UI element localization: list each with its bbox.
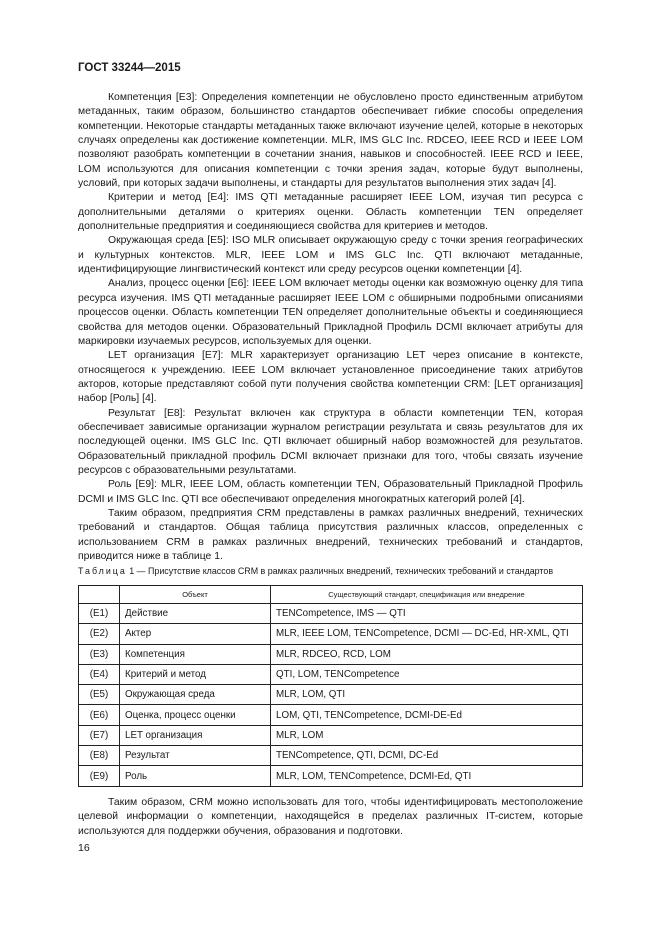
table-cell-object: Результат bbox=[120, 746, 271, 766]
table-cell-code: (E6) bbox=[79, 705, 120, 725]
table-cell-object: LET организация bbox=[120, 725, 271, 745]
paragraph-competence: Компетенция [E3]: Определения компетенции не обусловлено просто единственным атрибутом метаданных, таким образом, большинство стандартов обеспечивает гибкие способы определения компетенции. Некоторые стандарты метаданных также включают изучение целей, которые в некоторых случаях определены как достижение компетенции. MLR, IMS GLC Inc. RDCEO, IEEE RCD и IEEE LOM позволяют разобрать компетенции в сочетании знания, навыков и способностей. IEEE RCD и IEEE, LOM используются для описания компетенции с точки зрения задач, которые будут выполнены, условий, при которых задачи выполнены, и стандарты для результатов выполнения этих задач [4]. bbox=[78, 92, 583, 190]
paragraph-environment: Окружающая среда [E5]: ISO MLR описывает окружающую среду с точки зрения географических и культурных контекстов. MLR, IEEE LOM и IMS GLC Inc. QTI включают метаданные, идентифицирующие лингвистический контекст или среду ресурсов оценки компетенции [4]. bbox=[78, 235, 583, 276]
table-cell-object: Действие bbox=[120, 604, 271, 624]
table-cell-code: (E1) bbox=[79, 604, 120, 624]
table-header-standard: Существующий стандарт, спецификация или внедрение bbox=[271, 586, 583, 604]
table-cell-code: (E4) bbox=[79, 664, 120, 684]
table-cell-object: Окружающая среда bbox=[120, 685, 271, 705]
crm-classes-table bbox=[78, 585, 583, 787]
paragraph-criteria-method: Критерии и метод [E4]: IMS QTI метаданные расширяет IEEE LOM, изучая тип ресурса с дополнительными деталями о критериях оценки. Область компетенции TEN определяет дополнительные предприятия и соединяющиеся свойства для критериев и методов. bbox=[78, 192, 583, 233]
document-header: ГОСТ 33244—2015 bbox=[78, 62, 181, 74]
body-text bbox=[78, 91, 583, 564]
table-cell-code: (E2) bbox=[79, 624, 120, 644]
table-cell-object: Актер bbox=[120, 624, 271, 644]
table-cell-standard: MLR, LOM, TENCompetence, DCMI-Ed, QTI bbox=[271, 766, 583, 786]
paragraph-role: Роль [E9]: MLR, IEEE LOM, область компетенции TEN, Образовательный Прикладной Профиль DCMI и IMS GLC Inc. QTI все обеспечивают определения многократных категорий ролей [4]. bbox=[78, 479, 583, 505]
table-row bbox=[79, 664, 583, 684]
table-cell-code: (E3) bbox=[79, 644, 120, 664]
paragraph-summary: Таким образом, предприятия CRM представлены в рамках различных внедрений, технических требований и стандартов. Общая таблица присутствия различных классов, определенных с использованием CRM в рамках различных внедрений, технических требований и стандартов, приводится ниже в таблице 1. bbox=[78, 507, 583, 562]
table-cell-object: Оценка, процесс оценки bbox=[120, 705, 271, 725]
table-row bbox=[79, 604, 583, 624]
table-caption-text: 1 — Присутствие классов CRM в рамках различных внедрений, технических требований и стандартов bbox=[126, 566, 554, 576]
table-cell-object: Критерий и метод bbox=[120, 664, 271, 684]
table-cell-standard: LOM, QTI, TENCompetence, DCMI-DE-Ed bbox=[271, 705, 583, 725]
paragraph-closing: Таким образом, CRM можно использовать для того, чтобы идентифицировать местоположение целевой информации о компетенции, находящейся в пределах различных IT-систем, которые используются для поддержки обучения, образования и подготовки. bbox=[78, 797, 583, 837]
table-header-code bbox=[79, 586, 120, 604]
table-cell-standard: MLR, LOM, QTI bbox=[271, 685, 583, 705]
table-cell-standard: MLR, IEEE LOM, TENCompetence, DCMI — DC-Ed, HR-XML, QTI bbox=[271, 624, 583, 644]
page-number: 16 bbox=[78, 842, 90, 854]
table-cell-standard: QTI, LOM, TENCompetence bbox=[271, 664, 583, 684]
table-cell-standard: TENCompetence, QTI, DCMI, DC-Ed bbox=[271, 746, 583, 766]
table-row bbox=[79, 746, 583, 766]
table-caption bbox=[78, 565, 598, 577]
table-row bbox=[79, 685, 583, 705]
table-row bbox=[79, 624, 583, 644]
table-row bbox=[79, 725, 583, 745]
paragraph-assessment-process: Анализ, процесс оценки [E6]: IEEE LOM включает методы оценки как возможную оценку для типа ресурса изучения. IMS QTI метаданные расширяет IEEE LOM с обширными подробными описаниями процессов оценки. Область компетенции TEN определяет дополнительные объекты и соединяющиеся свойства для методов оценки. Образовательный Прикладной Профиль DCMI включает атрибуты для маркировки изучаемых ресурсов, используемых для оценки. bbox=[78, 278, 583, 347]
table-caption-prefix: Таблица bbox=[78, 566, 127, 576]
table-row bbox=[79, 705, 583, 725]
closing-text bbox=[78, 796, 583, 839]
table-cell-standard: MLR, LOM bbox=[271, 725, 583, 745]
table-cell-code: (E8) bbox=[79, 746, 120, 766]
table-cell-standard: TENCompetence, IMS — QTI bbox=[271, 604, 583, 624]
table-row bbox=[79, 644, 583, 664]
table-header-row bbox=[79, 586, 583, 604]
paragraph-let-organization: LET организация [E7]: MLR характеризует организацию LET через описание в контексте, относящегося к учреждению. IEEE LOM включает установленное присоединение таких атрибутов акторов, которые представляют собой пути получения свойства компетенции CRM: [LET организация] набор [Роль] [4]. bbox=[78, 350, 583, 405]
table-cell-code: (E5) bbox=[79, 685, 120, 705]
table-cell-code: (E7) bbox=[79, 725, 120, 745]
paragraph-result: Результат [E8]: Результат включен как структура в области компетенции TEN, которая обеспечивает зависимые организации журналом регистрации результата и связь результатов для их последующей оценки. IMS GLC Inc. QTI включает обширный набор возможностей для результатов. Образовательный прикладной профиль DCMI включает признаки для того, чтобы связать изучение ресурсов с образовательными результатами. bbox=[78, 407, 583, 476]
table-cell-code: (E9) bbox=[79, 766, 120, 786]
table-cell-standard: MLR, RDCEO, RCD, LOM bbox=[271, 644, 583, 664]
table-cell-object: Компетенция bbox=[120, 644, 271, 664]
table-row bbox=[79, 766, 583, 786]
table-cell-object: Роль bbox=[120, 766, 271, 786]
table-header-object: Объект bbox=[120, 586, 271, 604]
